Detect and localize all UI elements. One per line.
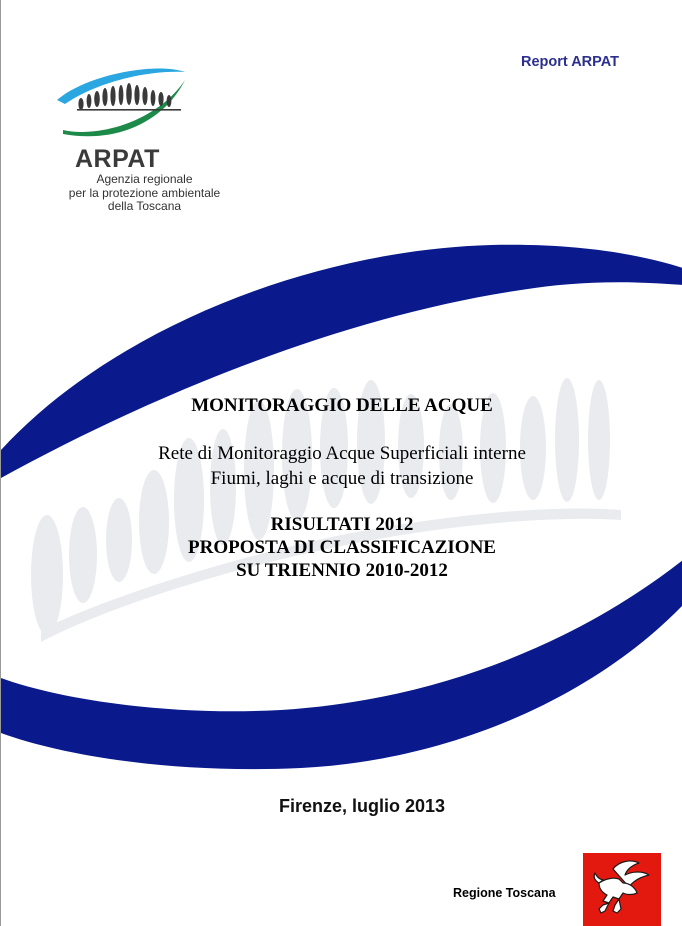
logo-subtitle-line: per la protezione ambientale (68, 185, 221, 200)
results-line: SU TRIENNIO 2010-2012 (236, 560, 448, 581)
logo-subtitle-line: della Toscana (107, 199, 182, 213)
lower-blue-band (1, 560, 682, 769)
subtitle-line: Rete di Monitoraggio Acque Superficiali interne (158, 443, 526, 464)
pegasus-icon (583, 853, 661, 926)
subtitle-line: Fiumi, laghi e acque di transizione (210, 468, 474, 489)
report-label: Report ARPAT (521, 54, 620, 70)
arpat-logo (47, 60, 221, 213)
region-emblem (583, 853, 661, 926)
results-line: RISULTATI 2012 (270, 514, 414, 535)
logo-subtitle (47, 173, 242, 214)
region-name: Regione Toscana (453, 886, 556, 900)
results-heading (1, 513, 682, 582)
document-subtitle (1, 441, 682, 491)
logo-name: ARPAT (75, 145, 160, 173)
results-line: PROPOSTA DI CLASSIFICAZIONE (188, 537, 496, 558)
logo-subtitle-line: Agenzia regionale (96, 172, 193, 186)
place-date: Firenze, luglio 2013 (278, 796, 446, 816)
document-title: MONITORAGGIO DELLE ACQUE (191, 395, 493, 416)
arpat-cypress-logo (47, 60, 217, 150)
title-block (1, 393, 682, 582)
